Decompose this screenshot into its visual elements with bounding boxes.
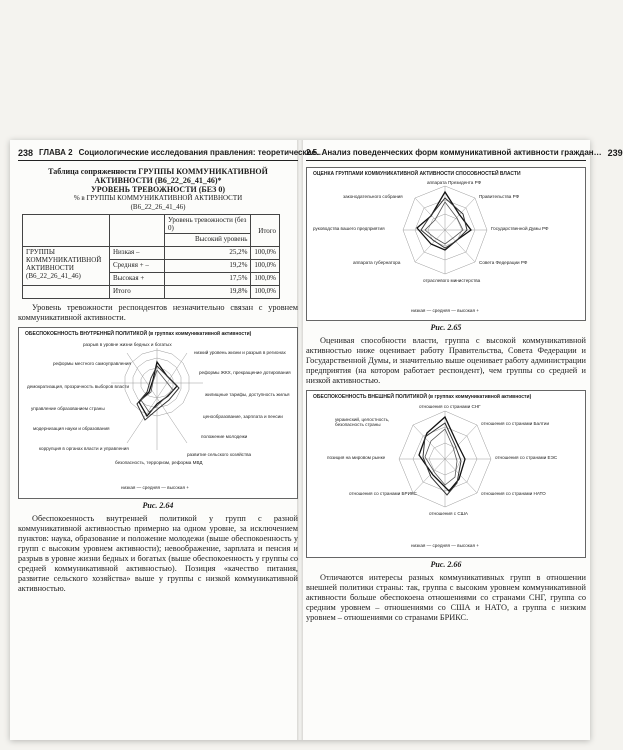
axis-label: Правительства РФ <box>479 194 520 199</box>
axis-label: безопасность, терроризм, реформа МВД <box>115 460 203 465</box>
chart-legend: низкая — средняя — высокая + <box>411 308 479 313</box>
axis-label: жилищные тарифы, доступность жилья <box>205 392 290 397</box>
axis-label: модернизация науки и образования <box>33 426 110 431</box>
radar-grid <box>403 186 487 274</box>
caption-line: АКТИВНОСТИ (B6_22_26_41_46)* <box>94 176 222 185</box>
figure-caption: Рис. 2.64 <box>142 501 174 510</box>
paragraph: Уровень тревожности респондентов незначительно связан с уровнем коммуникативной активности. <box>18 303 298 322</box>
radar-figure-foreign-politics <box>306 390 586 558</box>
paragraph: Отличаются интересы разных коммуникативных групп в отношении внешней политики страны: так, группа с высоким уровнем коммуникативной активности больше обеспокоена отношениями со странами СНГ, группа со средним уровнем – отношениями со США и НАТО, а группа с низким уровнем – отношениями со странами БРИКС. <box>306 573 586 622</box>
axis-label: руководства вашего предприятия <box>313 226 385 231</box>
figure-title: ОБЕСПОКОЕННОСТЬ ВНУТРЕННЕЙ ПОЛИТИКОЙ (в группах коммуникативной активности) <box>25 331 252 337</box>
figure-title: ОБЕСПОКОЕННОСТЬ ВНЕШНЕЙ ПОЛИТИКОЙ (в группах коммуникативной активности) <box>313 394 532 400</box>
caption-line: % в ГРУППЫ КОММУНИКАТИВНОЙ АКТИВНОСТИ <box>73 194 243 202</box>
paragraph: Оценивая способности власти, группа с высокой коммуникативной активностью ниже оценивает работу Правительства, Совета Федерации и Государственной Думы, и значительно выше оценивает работу администрации предприятия (на котором работает респондент), чем группы со средней и низкой активностью. <box>306 336 586 385</box>
table-header-col: Уровень тревожности (без 0) <box>165 215 251 234</box>
table-header-total: Итого <box>251 215 280 247</box>
axis-label: украинский, целостность, безопасность страны <box>335 417 390 427</box>
table-row <box>23 215 280 234</box>
table-cell: 19,2% <box>165 260 251 273</box>
table-cell: 100,0% <box>251 260 280 273</box>
axis-label: управление образованием страны <box>31 406 105 411</box>
caption-line: (B6_22_26_41_46) <box>130 203 186 211</box>
axis-label: отношения со странами НАТО <box>481 491 546 496</box>
figure-title: ОЦЕНКА ГРУППАМИ КОММУНИКАТИВНОЙ АКТИВНОСТИ СПОСОБНОСТЕЙ ВЛАСТИ <box>313 171 521 177</box>
axis-label: реформы местного самоуправления <box>53 361 131 366</box>
radar-chart <box>307 391 585 557</box>
table-cell: Высокая + <box>110 273 165 286</box>
chart-legend: низкая — средняя — высокая + <box>411 543 479 548</box>
axis-label: положение молодежи <box>201 434 248 439</box>
page-number-right: 239 <box>607 148 623 158</box>
table-cell: 19,8% <box>165 286 251 299</box>
table-cell: Низкая – <box>110 247 165 260</box>
paragraph: Обеспокоенность внутренней политикой у групп с разной коммуникативной активностью примерно на одном уровне, за исключением пунктов: наука, образование и положение молодежи (выше обеспокоенность у групп с высоким уровнем активности); невоображение, зарплата и пенсия и разрыв в уровне жизни бедных и богатых (выше обеспокоенность у группы со средней коммуникативной активностью). Позиция «качество питания, развитие сельского хозяйства» выше у группы с низкой коммуникативной активностью. <box>18 514 298 593</box>
axis-label: отношения с США <box>429 511 468 516</box>
axis-label: позиция на мировом рынке <box>327 455 386 460</box>
figure-caption: Рис. 2.65 <box>430 323 462 332</box>
axis-label: низкий уровень жизни и разрыв в регионах <box>194 350 286 355</box>
radar-series <box>417 192 471 250</box>
table-cell: 25,2% <box>165 247 251 260</box>
axis-label: отношения со странами СНГ <box>419 404 481 409</box>
axis-label: Государственной Думы РФ <box>491 226 549 231</box>
table-cell: 100,0% <box>251 286 280 299</box>
caption-line: УРОВЕНЬ ТРЕВОЖНОСТИ (БЕЗ 0) <box>90 185 226 194</box>
radar-chart <box>307 168 585 320</box>
axis-label: отраслевого министерства <box>423 278 481 283</box>
running-title-left: Социологические исследования правления: теоретические… <box>78 148 324 157</box>
table-row <box>23 247 280 260</box>
right-running-head <box>306 148 623 161</box>
table-header-sub: Высокий уровень <box>165 234 251 247</box>
axis-label: разрыв в уровне жизни бедных и богатых <box>83 342 172 347</box>
axis-label: развитие сельского хозяйства <box>187 452 252 457</box>
axis-label: отношения со странами БРИКС <box>349 491 417 496</box>
axis-label: законодательного собрания <box>343 194 403 199</box>
axis-label: демократизация, прозрачность выборов власти <box>27 384 130 389</box>
left-page <box>18 148 324 733</box>
chapter-label: ГЛАВА 2 <box>39 148 73 157</box>
left-running-head <box>18 148 324 161</box>
figure-caption: Рис. 2.66 <box>430 560 462 569</box>
axis-label: аппарата Президента РФ <box>427 180 482 185</box>
running-title-right: 2.5. Анализ поведенческих форм коммуникативной активности граждан… <box>306 148 602 157</box>
table-row <box>23 286 280 299</box>
table-cell: 17,5% <box>165 273 251 286</box>
axis-label: ценообразование, зарплата и пенсии <box>203 414 283 419</box>
axis-label: коррупция в органах власти и управления <box>39 446 129 451</box>
axis-label: аппарата губернатора <box>353 260 401 265</box>
radar-figure-internal-politics <box>18 327 298 499</box>
table-cell: Средняя + – <box>110 260 165 273</box>
axis-label: отношения со странами Балтии <box>481 421 550 426</box>
axis-label: отношения со странами ЕЭС <box>495 455 558 460</box>
axis-label: Совета Федерации РФ <box>479 260 528 265</box>
right-page <box>306 148 623 733</box>
axis-label: реформы ЖКХ, прекращение дотирования <box>199 370 291 375</box>
table-cell: 100,0% <box>251 273 280 286</box>
table-row-group-label: ГРУППЫ КОММУНИКАТИВНОЙ АКТИВНОСТИ (B6_22_26_41_46) <box>23 247 110 286</box>
page-number-left: 238 <box>18 148 34 158</box>
caption-line: Таблица сопряженности ГРУППЫ КОММУНИКАТИВНОЙ <box>48 167 268 176</box>
table-cell: 100,0% <box>251 247 280 260</box>
chart-legend: низкая — средняя — высокая + <box>121 485 189 490</box>
contingency-table <box>22 214 280 299</box>
table-cell: Итого <box>110 286 165 299</box>
table-caption <box>18 167 298 212</box>
radar-figure-power-abilities <box>306 167 586 321</box>
